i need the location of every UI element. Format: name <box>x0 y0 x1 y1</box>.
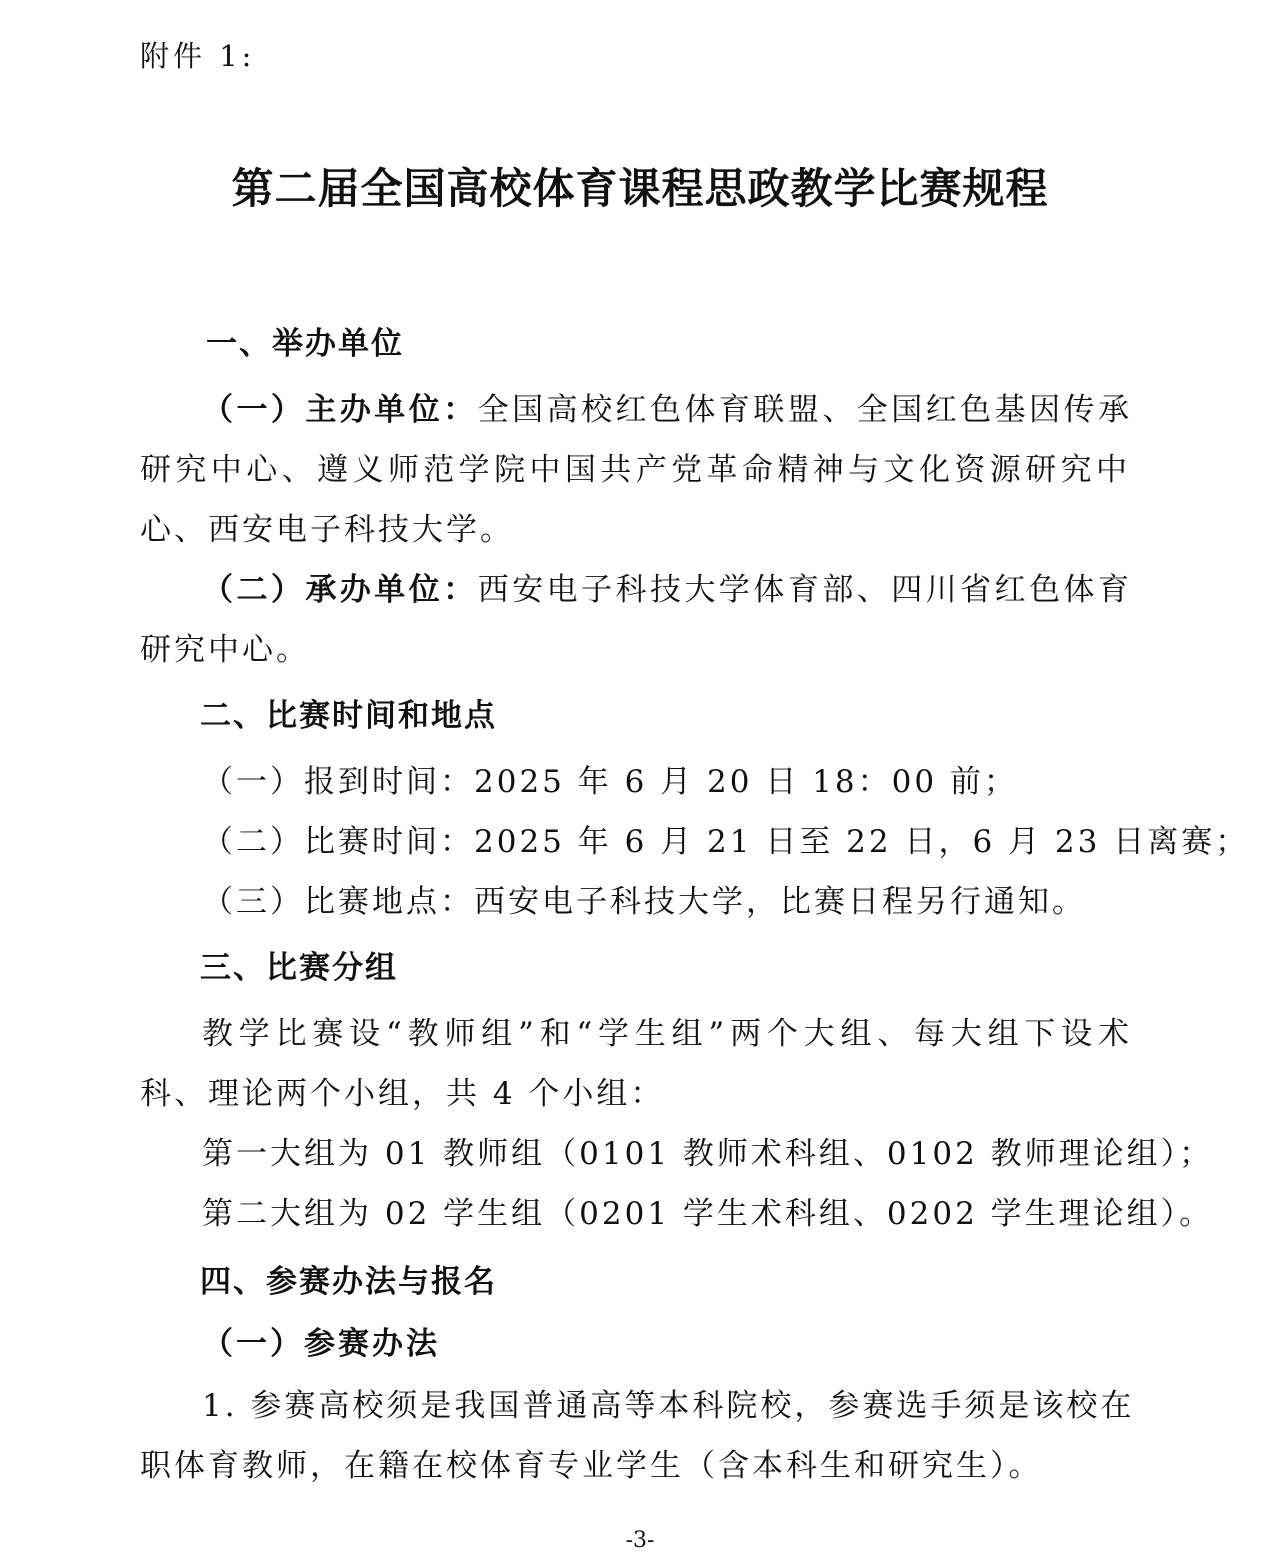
organizer-label: （二）承办单位： <box>202 572 478 608</box>
eligibility-line-1: 1. 参赛高校须是我国普通高等本科院校，参赛选手须是该校在 <box>202 1388 1135 1424</box>
host-text-1: 全国高校红色体育联盟、全国红色基因传承 <box>477 392 1133 428</box>
attachment-label: 附件 1: <box>140 39 256 73</box>
section-heading-organizers: 一、举办单位 <box>206 326 404 362</box>
document-title: 第二届全国高校体育课程思政教学比赛规程 <box>231 164 1049 213</box>
subsection-heading-method: （一）参赛办法 <box>202 1326 440 1362</box>
groups-paragraph-line-1: 教学比赛设“教师组”和“学生组”两个大组、每大组下设术 <box>202 1016 1132 1052</box>
host-paragraph-line-2: 研究中心、遵义师范学院中国共产党革命精神与文化资源研究中 <box>140 452 1130 488</box>
eligibility-line-2: 职体育教师，在籍在校体育专业学生（含本科生和研究生）。 <box>140 1448 1043 1484</box>
section-heading-participation: 四、参赛办法与报名 <box>200 1264 497 1300</box>
teacher-group-line: 第一大组为 01 教师组（0101 教师术科组、0102 教师理论组）； <box>202 1136 1214 1172</box>
host-paragraph-line-1 <box>202 384 1132 429</box>
organizer-paragraph-line-1 <box>202 564 1132 609</box>
checkin-time-line: （一）报到时间：2025 年 6 月 20 日 18：00 前； <box>202 764 1018 800</box>
organizer-text-1: 西安电子科技大学体育部、四川省红色体育 <box>477 572 1133 608</box>
host-label: （一）主办单位： <box>202 392 478 428</box>
organizer-paragraph-line-2: 研究中心。 <box>140 632 310 668</box>
student-group-line: 第二大组为 02 学生组（0201 学生术科组、0202 学生理论组）。 <box>202 1196 1214 1232</box>
host-paragraph-line-3: 心、西安电子科技大学。 <box>140 512 514 548</box>
page-number: -3- <box>625 1528 655 1553</box>
section-heading-time-place: 二、比赛时间和地点 <box>200 698 497 734</box>
competition-place-line: （三）比赛地点：西安电子科技大学，比赛日程另行通知。 <box>202 884 1086 920</box>
groups-paragraph-line-2: 科、理论两个小组，共 4 个小组： <box>140 1076 665 1112</box>
section-heading-groups: 三、比赛分组 <box>200 950 398 986</box>
competition-time-line: （二）比赛时间：2025 年 6 月 21 日至 22 日，6 月 23 日离赛； <box>202 824 1250 860</box>
